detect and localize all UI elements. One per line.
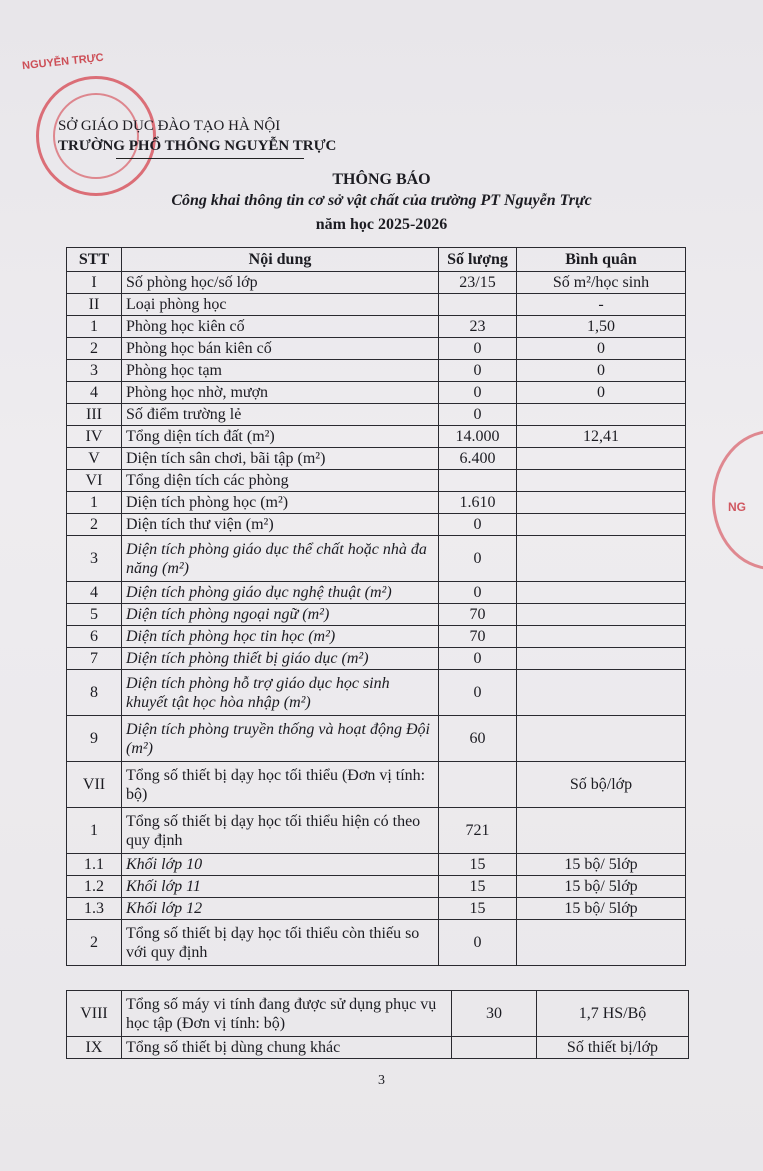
header-stt: STT — [67, 248, 122, 272]
table-row: III Số điểm trường lẻ 0 — [67, 404, 686, 426]
table-row: 1.1 Khối lớp 10 15 15 bộ/ 5lớp — [67, 854, 686, 876]
table-row: II Loại phòng học - — [67, 294, 686, 316]
header-average: Bình quân — [517, 248, 686, 272]
table-row: 1.3 Khối lớp 12 15 15 bộ/ 5lớp — [67, 898, 686, 920]
table-row: 1.2 Khối lớp 11 15 15 bộ/ 5lớp — [67, 876, 686, 898]
table-row: VII Tổng số thiết bị dạy học tối thiểu (Đơn vị tính: bộ) Số bộ/lớp — [67, 762, 686, 808]
page-edge-seal-text: NG — [728, 500, 746, 514]
table-row: 6 Diện tích phòng học tin học (m²) 70 — [67, 626, 686, 648]
table-row: 1 Tổng số thiết bị dạy học tối thiểu hiện có theo quy định 721 — [67, 808, 686, 854]
table-row: V Diện tích sân chơi, bãi tập (m²) 6.400 — [67, 448, 686, 470]
table-header-row — [67, 248, 686, 272]
document-header — [58, 116, 336, 159]
table-row: IX Tổng số thiết bị dùng chung khác Số thiết bị/lớp — [67, 1037, 689, 1059]
table-row: 8 Diện tích phòng hỗ trợ giáo dục học sinh khuyết tật học hòa nhập (m²) 0 — [67, 670, 686, 716]
table-row: 4 Diện tích phòng giáo dục nghệ thuật (m²) 0 — [67, 582, 686, 604]
table-row: VIII Tổng số máy vi tính đang được sử dụng phục vụ học tập (Đơn vị tính: bộ) 30 1,7 HS/Bộ — [67, 991, 689, 1037]
title-notice: THÔNG BÁO — [332, 171, 431, 188]
table-row: I Số phòng học/số lớp 23/15 Số m²/học sinh — [67, 272, 686, 294]
table-row: VI Tổng diện tích các phòng — [67, 470, 686, 492]
table-row: 2 Tổng số thiết bị dạy học tối thiểu còn thiếu so với quy định 0 — [67, 920, 686, 966]
header-underline — [116, 158, 304, 159]
table-row: 4 Phòng học nhờ, mượn 0 0 — [67, 382, 686, 404]
header-school: TRƯỜNG PHỔ THÔNG NGUYỄN TRỰC — [58, 138, 337, 154]
title-subject: Công khai thông tin cơ sở vật chất của trường PT Nguyễn Trực — [171, 192, 592, 209]
table-row: 3 Diện tích phòng giáo dục thể chất hoặc nhà đa năng (m²) 0 — [67, 536, 686, 582]
table-row: 5 Diện tích phòng ngoại ngữ (m²) 70 — [67, 604, 686, 626]
table-row: 1 Phòng học kiên cố 23 1,50 — [67, 316, 686, 338]
table-row: 2 Phòng học bán kiên cố 0 0 — [67, 338, 686, 360]
page-number: 3 — [378, 1073, 385, 1088]
computers-table — [66, 990, 689, 1059]
table-row: 9 Diện tích phòng truyền thống và hoạt động Đội (m²) 60 — [67, 716, 686, 762]
table-row: IV Tổng diện tích đất (m²) 14.000 12,41 — [67, 426, 686, 448]
header-org: SỞ GIÁO DỤC ĐÀO TẠO HÀ NỘI — [58, 118, 281, 134]
table-row: 1 Diện tích phòng học (m²) 1.610 — [67, 492, 686, 514]
school-seal-text: NGUYỄN TRỰC — [21, 51, 105, 73]
title-school-year: năm học 2025-2026 — [315, 216, 448, 233]
table-row: 2 Diện tích thư viện (m²) 0 — [67, 514, 686, 536]
facilities-table — [66, 247, 686, 966]
table-row: 3 Phòng học tạm 0 0 — [67, 360, 686, 382]
header-quantity: Số lượng — [439, 248, 517, 272]
table-row: 7 Diện tích phòng thiết bị giáo dục (m²) 0 — [67, 648, 686, 670]
header-content: Nội dung — [122, 248, 439, 272]
